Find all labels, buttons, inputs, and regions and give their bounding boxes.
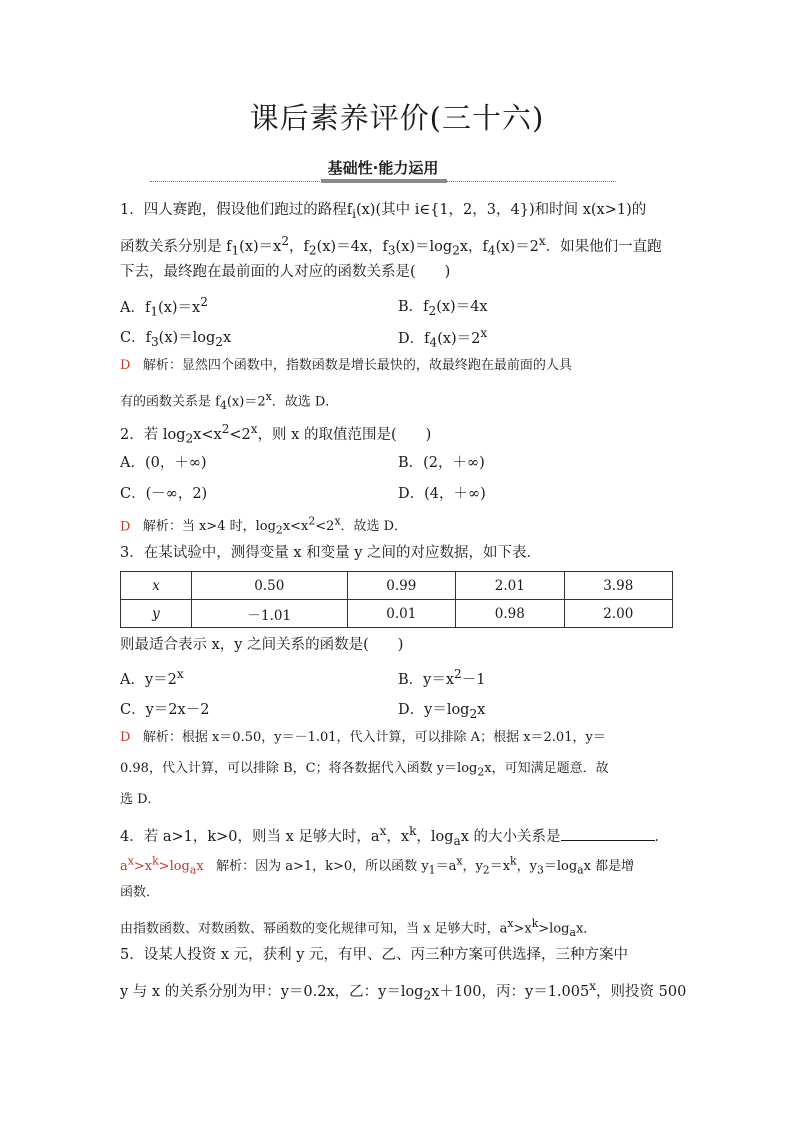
table-header-x: x (121, 572, 192, 600)
table-row-y (121, 600, 673, 628)
q1-line-2: 函数关系分别是 $f_1(x)=x^2$，$f_2(x)=4x$，$f_3(x)=\log_2x$，$f_4(x)=2^x$．如果他们一直跑 (120, 234, 662, 258)
table-cell: 0.01 (347, 600, 455, 628)
q4-solution-line-1 (120, 853, 690, 880)
q4-line-1: 4．若 a>1，k>0，则当 x 足够大时，$a^x$，$x^k$，$\log_ax$ 的大小关系是 ． (120, 824, 670, 848)
q3-option-a: A．$y=2^x$ (120, 667, 184, 688)
q2-line-1: 2．若 $\log_2x<x^2<2^x$，则 x 的取值范围是( ) (120, 422, 432, 446)
q2-option-a: A．(0，＋∞) (120, 455, 207, 471)
q1-option-a: A．$f_1(x)=x^2$ (120, 295, 208, 319)
table-header-y: y (121, 600, 192, 628)
q2-solution-text: 解析：当 x>4 时，$\log_2x<x^2<2^x$．故选 D． (142, 515, 408, 537)
q4-question-text: 4．若 a>1，k>0，则当 x 足够大时，$a^x$，$x^k$，$\log_ax$ 的大小关系是 (120, 824, 561, 848)
table-cell: 2.01 (456, 572, 564, 600)
q2-option-c: C．(－∞，2) (120, 486, 208, 502)
table-cell: 2.00 (564, 600, 673, 628)
table-cell: 3.98 (564, 572, 673, 600)
q3-option-c: C．y＝2x－2 (120, 702, 210, 718)
q4-solution-text: 解析：因为 a>1，k>0，所以函数 $y_1=a^x$，$y_2=x^k$，$y_3=\log_ax$ 都是增 (216, 855, 635, 877)
section-header (150, 157, 616, 187)
q1-solution-line-2: 有的函数关系是 $f_4(x)=2^x$．故选 D． (120, 390, 339, 412)
q2-answer: D (120, 519, 131, 535)
q2-option-d: D．(4，＋∞) (398, 486, 486, 502)
page-title: 课后素养评价(三十六) (249, 101, 545, 135)
table-cell: 0.98 (456, 600, 564, 628)
q3-answer: D (120, 730, 131, 745)
q1-option-d: D．$f_4(x)=2^x$ (398, 326, 488, 350)
q2-option-b: B．(2，＋∞) (398, 455, 485, 471)
q2-solution-line-1 (120, 513, 690, 540)
section-title: 基础性·能力运用 (327, 159, 439, 177)
table-cell: －1.01 (192, 600, 348, 628)
table-cell: 0.99 (347, 572, 455, 600)
table-row-x (121, 572, 673, 600)
q1-option-b: B．$f_2(x)=4x$ (398, 299, 488, 318)
q5-line-2: y 与 x 的关系分别为甲：y＝0.2x，乙：$y=\log_2x+100$，丙：$y=1.005^x$，则投资 500 (120, 979, 687, 1003)
q1-line-3: 下去，最终跑在最前面的人对应的函数关系是( ) (120, 264, 451, 280)
section-underline-bar (321, 179, 447, 183)
q3-solution-line-1 (120, 729, 690, 747)
table-cell: 0.50 (192, 572, 348, 600)
q3-solution-text: 解析：根据 x＝0.50，y＝－1.01，代入计算，可以排除 A；根据 x＝2.01，y＝ (142, 730, 606, 745)
q4-solution-line-2: 函数． (120, 885, 160, 900)
q3-solution-line-2: 0.98，代入计算，可以排除 B，C；将各数据代入函数 $y=\log_2x$，可知满足题意．故 (120, 761, 609, 779)
q5-line-1: 5．设某人投资 x 元，获利 y 元，有甲、乙、丙三种方案可供选择，三种方案中 (120, 947, 629, 963)
q1-line-1: 1．四人赛跑，假设他们跑过的路程$f_i(x)$(其中 i∈{1，2，3，4})和时间 x(x>1)的 (120, 202, 647, 221)
q4-answer: $a^x>x^k>\log_ax$ (120, 855, 204, 877)
q3-solution-line-3: 选 D． (120, 792, 161, 807)
q1-answer: D (120, 358, 131, 373)
q3-data-table (120, 571, 673, 628)
q1-option-c: C．$f_3(x)=\log_2x$ (120, 330, 232, 349)
q3-line-2: 则最适合表示 x，y 之间关系的函数是( ) (120, 637, 404, 653)
q3-option-b: B．$y=x^2-1$ (398, 667, 486, 688)
q4-solution-line-3: 由指数函数、对数函数、幂函数的变化规律可知，当 x 足够大时，$a^x>x^k>\log_ax$． (120, 917, 597, 939)
q1-solution-text: 解析：显然四个函数中，指数函数是增长最快的，故最终跑在最前面的人具 (142, 358, 572, 373)
q3-option-d: D．$y=\log_2x$ (398, 702, 486, 721)
q3-line-1: 3．在某试验中，测得变量 x 和变量 y 之间的对应数据，如下表． (120, 545, 542, 561)
q4-answer-blank (561, 826, 655, 841)
q1-solution-line-1 (120, 357, 690, 375)
